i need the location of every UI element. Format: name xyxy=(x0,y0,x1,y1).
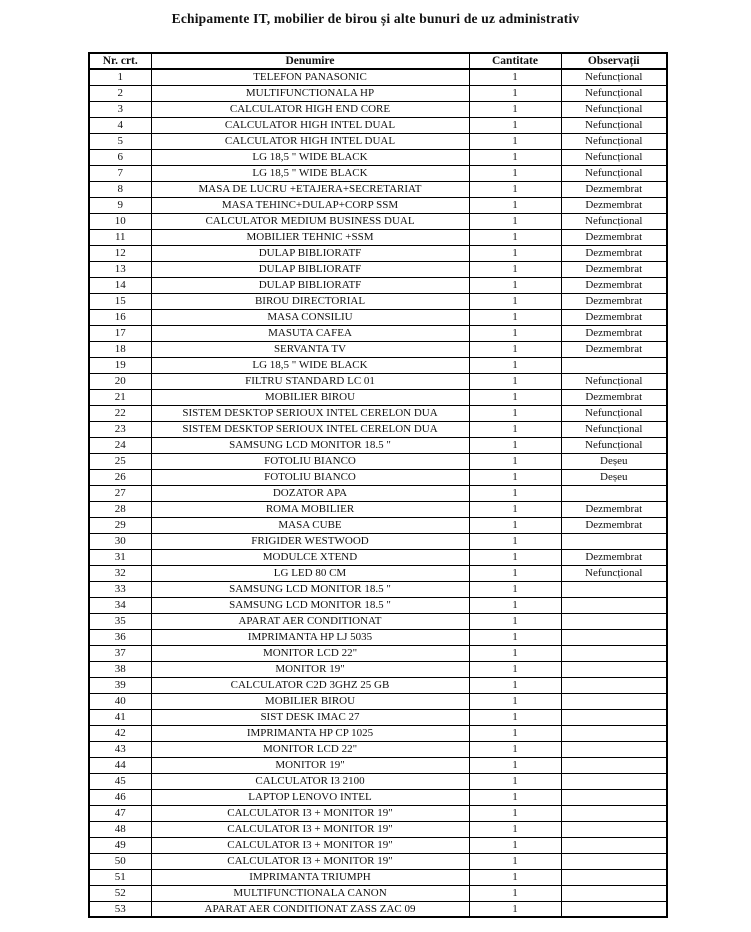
cell-observatii: Deșeu xyxy=(561,469,667,485)
cell-nr-crt: 36 xyxy=(89,629,151,645)
cell-cantitate: 1 xyxy=(469,757,561,773)
cell-denumire: IMPRIMANTA TRIUMPH xyxy=(151,869,469,885)
inventory-table xyxy=(88,52,668,918)
cell-denumire: ROMA MOBILIER xyxy=(151,501,469,517)
cell-nr-crt: 24 xyxy=(89,437,151,453)
cell-observatii xyxy=(561,789,667,805)
table-row xyxy=(89,261,667,277)
cell-nr-crt: 26 xyxy=(89,469,151,485)
cell-nr-crt: 13 xyxy=(89,261,151,277)
table-row xyxy=(89,549,667,565)
cell-denumire: IMPRIMANTA HP LJ 5035 xyxy=(151,629,469,645)
cell-nr-crt: 23 xyxy=(89,421,151,437)
cell-denumire: MONITOR LCD 22" xyxy=(151,645,469,661)
cell-cantitate: 1 xyxy=(469,709,561,725)
cell-observatii: Dezmembrat xyxy=(561,341,667,357)
cell-observatii xyxy=(561,677,667,693)
cell-nr-crt: 20 xyxy=(89,373,151,389)
cell-cantitate: 1 xyxy=(469,629,561,645)
cell-cantitate: 1 xyxy=(469,421,561,437)
cell-observatii xyxy=(561,885,667,901)
cell-nr-crt: 1 xyxy=(89,69,151,85)
cell-nr-crt: 31 xyxy=(89,549,151,565)
cell-nr-crt: 32 xyxy=(89,565,151,581)
cell-nr-crt: 46 xyxy=(89,789,151,805)
cell-observatii: Dezmembrat xyxy=(561,181,667,197)
table-row xyxy=(89,277,667,293)
cell-cantitate: 1 xyxy=(469,485,561,501)
cell-observatii: Dezmembrat xyxy=(561,293,667,309)
table-row xyxy=(89,629,667,645)
col-header-cantitate: Cantitate xyxy=(469,53,561,69)
cell-observatii: Dezmembrat xyxy=(561,549,667,565)
cell-cantitate: 1 xyxy=(469,293,561,309)
cell-denumire: DOZATOR APA xyxy=(151,485,469,501)
cell-denumire: MASA DE LUCRU +ETAJERA+SECRETARIAT xyxy=(151,181,469,197)
cell-cantitate: 1 xyxy=(469,565,561,581)
cell-denumire: IMPRIMANTA HP CP 1025 xyxy=(151,725,469,741)
cell-cantitate: 1 xyxy=(469,517,561,533)
cell-denumire: SISTEM DESKTOP SERIOUX INTEL CERELON DUA xyxy=(151,405,469,421)
cell-denumire: SAMSUNG LCD MONITOR 18.5 " xyxy=(151,437,469,453)
cell-observatii xyxy=(561,837,667,853)
cell-nr-crt: 9 xyxy=(89,197,151,213)
cell-observatii: Nefuncțional xyxy=(561,405,667,421)
cell-denumire: SAMSUNG LCD MONITOR 18.5 " xyxy=(151,581,469,597)
cell-cantitate: 1 xyxy=(469,165,561,181)
table-row xyxy=(89,229,667,245)
cell-observatii xyxy=(561,357,667,373)
cell-denumire: LG 18,5 " WIDE BLACK xyxy=(151,357,469,373)
cell-observatii: Dezmembrat xyxy=(561,229,667,245)
col-header-denumire: Denumire xyxy=(151,53,469,69)
cell-nr-crt: 6 xyxy=(89,149,151,165)
cell-denumire: BIROU DIRECTORIAL xyxy=(151,293,469,309)
cell-denumire: CALCULATOR C2D 3GHZ 25 GB xyxy=(151,677,469,693)
table-row xyxy=(89,309,667,325)
cell-observatii xyxy=(561,693,667,709)
cell-cantitate: 1 xyxy=(469,261,561,277)
col-header-observatii: Observații xyxy=(561,53,667,69)
cell-nr-crt: 43 xyxy=(89,741,151,757)
cell-nr-crt: 10 xyxy=(89,213,151,229)
cell-observatii xyxy=(561,613,667,629)
cell-nr-crt: 37 xyxy=(89,645,151,661)
cell-cantitate: 1 xyxy=(469,181,561,197)
cell-nr-crt: 53 xyxy=(89,901,151,917)
cell-observatii xyxy=(561,901,667,917)
cell-denumire: CALCULATOR HIGH INTEL DUAL xyxy=(151,117,469,133)
table-row xyxy=(89,885,667,901)
cell-nr-crt: 7 xyxy=(89,165,151,181)
cell-nr-crt: 35 xyxy=(89,613,151,629)
cell-cantitate: 1 xyxy=(469,789,561,805)
cell-cantitate: 1 xyxy=(469,277,561,293)
cell-denumire: SERVANTA TV xyxy=(151,341,469,357)
cell-observatii: Dezmembrat xyxy=(561,501,667,517)
cell-cantitate: 1 xyxy=(469,885,561,901)
cell-cantitate: 1 xyxy=(469,229,561,245)
table-row xyxy=(89,821,667,837)
cell-denumire: MONITOR LCD 22" xyxy=(151,741,469,757)
cell-denumire: CALCULATOR I3 2100 xyxy=(151,773,469,789)
table-row xyxy=(89,165,667,181)
cell-observatii xyxy=(561,821,667,837)
cell-denumire: CALCULATOR I3 + MONITOR 19" xyxy=(151,853,469,869)
cell-nr-crt: 22 xyxy=(89,405,151,421)
table-row xyxy=(89,357,667,373)
cell-observatii xyxy=(561,869,667,885)
cell-nr-crt: 29 xyxy=(89,517,151,533)
table-row xyxy=(89,149,667,165)
cell-denumire: MASA CONSILIU xyxy=(151,309,469,325)
table-row xyxy=(89,757,667,773)
cell-denumire: MASUTA CAFEA xyxy=(151,325,469,341)
cell-nr-crt: 4 xyxy=(89,117,151,133)
cell-cantitate: 1 xyxy=(469,725,561,741)
cell-observatii xyxy=(561,741,667,757)
table-row xyxy=(89,805,667,821)
cell-cantitate: 1 xyxy=(469,245,561,261)
cell-cantitate: 1 xyxy=(469,597,561,613)
table-row xyxy=(89,389,667,405)
cell-nr-crt: 40 xyxy=(89,693,151,709)
cell-observatii xyxy=(561,597,667,613)
cell-observatii xyxy=(561,853,667,869)
cell-cantitate: 1 xyxy=(469,69,561,85)
cell-denumire: LG LED 80 CM xyxy=(151,565,469,581)
cell-cantitate: 1 xyxy=(469,693,561,709)
cell-denumire: FOTOLIU BIANCO xyxy=(151,453,469,469)
col-header-nr-crt: Nr. crt. xyxy=(89,53,151,69)
table-row xyxy=(89,69,667,85)
cell-nr-crt: 28 xyxy=(89,501,151,517)
cell-observatii: Nefuncțional xyxy=(561,117,667,133)
cell-denumire: FRIGIDER WESTWOOD xyxy=(151,533,469,549)
cell-nr-crt: 3 xyxy=(89,101,151,117)
table-row xyxy=(89,133,667,149)
table-row xyxy=(89,181,667,197)
cell-cantitate: 1 xyxy=(469,389,561,405)
cell-observatii: Nefuncțional xyxy=(561,85,667,101)
cell-cantitate: 1 xyxy=(469,133,561,149)
cell-nr-crt: 49 xyxy=(89,837,151,853)
table-row xyxy=(89,117,667,133)
cell-cantitate: 1 xyxy=(469,85,561,101)
cell-cantitate: 1 xyxy=(469,533,561,549)
cell-cantitate: 1 xyxy=(469,197,561,213)
cell-nr-crt: 12 xyxy=(89,245,151,261)
cell-observatii: Nefuncțional xyxy=(561,149,667,165)
cell-cantitate: 1 xyxy=(469,645,561,661)
cell-cantitate: 1 xyxy=(469,453,561,469)
cell-nr-crt: 17 xyxy=(89,325,151,341)
cell-observatii: Dezmembrat xyxy=(561,389,667,405)
cell-nr-crt: 8 xyxy=(89,181,151,197)
table-row xyxy=(89,325,667,341)
cell-denumire: LAPTOP LENOVO INTEL xyxy=(151,789,469,805)
cell-denumire: MOBILIER TEHNIC +SSM xyxy=(151,229,469,245)
cell-observatii xyxy=(561,773,667,789)
cell-observatii: Nefuncțional xyxy=(561,133,667,149)
cell-nr-crt: 41 xyxy=(89,709,151,725)
table-body xyxy=(89,69,667,917)
cell-cantitate: 1 xyxy=(469,101,561,117)
table-row xyxy=(89,501,667,517)
cell-denumire: MASA CUBE xyxy=(151,517,469,533)
table-row xyxy=(89,709,667,725)
cell-denumire: MULTIFUNCTIONALA CANON xyxy=(151,885,469,901)
cell-nr-crt: 15 xyxy=(89,293,151,309)
table-row xyxy=(89,437,667,453)
cell-cantitate: 1 xyxy=(469,821,561,837)
cell-denumire: MODULCE XTEND xyxy=(151,549,469,565)
cell-observatii xyxy=(561,709,667,725)
cell-cantitate: 1 xyxy=(469,469,561,485)
cell-denumire: DULAP BIBLIORATF xyxy=(151,261,469,277)
cell-observatii: Nefuncțional xyxy=(561,565,667,581)
cell-denumire: CALCULATOR MEDIUM BUSINESS DUAL xyxy=(151,213,469,229)
cell-nr-crt: 39 xyxy=(89,677,151,693)
cell-cantitate: 1 xyxy=(469,325,561,341)
table-row xyxy=(89,693,667,709)
cell-cantitate: 1 xyxy=(469,773,561,789)
cell-cantitate: 1 xyxy=(469,837,561,853)
cell-denumire: DULAP BIBLIORATF xyxy=(151,245,469,261)
cell-observatii: Dezmembrat xyxy=(561,197,667,213)
cell-denumire: SISTEM DESKTOP SERIOUX INTEL CERELON DUA xyxy=(151,421,469,437)
cell-cantitate: 1 xyxy=(469,901,561,917)
cell-observatii: Dezmembrat xyxy=(561,309,667,325)
table-row xyxy=(89,901,667,917)
cell-nr-crt: 25 xyxy=(89,453,151,469)
table-row xyxy=(89,725,667,741)
cell-cantitate: 1 xyxy=(469,501,561,517)
cell-cantitate: 1 xyxy=(469,213,561,229)
table-row xyxy=(89,405,667,421)
cell-cantitate: 1 xyxy=(469,549,561,565)
cell-observatii: Nefuncțional xyxy=(561,101,667,117)
cell-observatii: Dezmembrat xyxy=(561,261,667,277)
table-row xyxy=(89,661,667,677)
cell-denumire: MASA TEHINC+DULAP+CORP SSM xyxy=(151,197,469,213)
cell-nr-crt: 45 xyxy=(89,773,151,789)
cell-nr-crt: 47 xyxy=(89,805,151,821)
cell-observatii: Deșeu xyxy=(561,453,667,469)
table-row xyxy=(89,533,667,549)
table-row xyxy=(89,485,667,501)
table-row xyxy=(89,613,667,629)
cell-nr-crt: 50 xyxy=(89,853,151,869)
cell-observatii xyxy=(561,629,667,645)
cell-cantitate: 1 xyxy=(469,373,561,389)
table-row xyxy=(89,453,667,469)
cell-nr-crt: 16 xyxy=(89,309,151,325)
cell-cantitate: 1 xyxy=(469,581,561,597)
cell-nr-crt: 48 xyxy=(89,821,151,837)
cell-nr-crt: 2 xyxy=(89,85,151,101)
table-row xyxy=(89,421,667,437)
cell-cantitate: 1 xyxy=(469,437,561,453)
cell-observatii: Dezmembrat xyxy=(561,325,667,341)
cell-observatii xyxy=(561,581,667,597)
cell-observatii xyxy=(561,661,667,677)
cell-nr-crt: 51 xyxy=(89,869,151,885)
cell-nr-crt: 21 xyxy=(89,389,151,405)
cell-nr-crt: 42 xyxy=(89,725,151,741)
cell-nr-crt: 34 xyxy=(89,597,151,613)
table-header-row xyxy=(89,53,667,69)
cell-cantitate: 1 xyxy=(469,661,561,677)
table-row xyxy=(89,85,667,101)
cell-observatii xyxy=(561,725,667,741)
cell-observatii: Dezmembrat xyxy=(561,245,667,261)
table-row xyxy=(89,853,667,869)
table-row xyxy=(89,245,667,261)
table-row xyxy=(89,869,667,885)
cell-nr-crt: 14 xyxy=(89,277,151,293)
table-row xyxy=(89,645,667,661)
cell-denumire: APARAT AER CONDITIONAT xyxy=(151,613,469,629)
page-title: Echipamente IT, mobilier de birou și alte bunuri de uz administrativ xyxy=(171,11,580,26)
cell-nr-crt: 19 xyxy=(89,357,151,373)
cell-denumire: CALCULATOR HIGH END CORE xyxy=(151,101,469,117)
cell-observatii: Nefuncțional xyxy=(561,69,667,85)
cell-observatii: Nefuncțional xyxy=(561,421,667,437)
table-row xyxy=(89,565,667,581)
cell-denumire: DULAP BIBLIORATF xyxy=(151,277,469,293)
cell-cantitate: 1 xyxy=(469,613,561,629)
cell-denumire: CALCULATOR HIGH INTEL DUAL xyxy=(151,133,469,149)
cell-denumire: CALCULATOR I3 + MONITOR 19" xyxy=(151,805,469,821)
cell-denumire: MOBILIER BIROU xyxy=(151,693,469,709)
cell-denumire: LG 18,5 " WIDE BLACK xyxy=(151,165,469,181)
table-row xyxy=(89,677,667,693)
cell-denumire: SIST DESK IMAC 27 xyxy=(151,709,469,725)
cell-nr-crt: 44 xyxy=(89,757,151,773)
table-row xyxy=(89,581,667,597)
cell-cantitate: 1 xyxy=(469,117,561,133)
table-row xyxy=(89,469,667,485)
cell-denumire: CALCULATOR I3 + MONITOR 19" xyxy=(151,837,469,853)
cell-observatii: Dezmembrat xyxy=(561,277,667,293)
table-header xyxy=(89,53,667,69)
cell-cantitate: 1 xyxy=(469,405,561,421)
table-row xyxy=(89,517,667,533)
cell-cantitate: 1 xyxy=(469,853,561,869)
cell-cantitate: 1 xyxy=(469,309,561,325)
table-row xyxy=(89,741,667,757)
cell-nr-crt: 18 xyxy=(89,341,151,357)
cell-observatii: Nefuncțional xyxy=(561,213,667,229)
table-row xyxy=(89,293,667,309)
table-row xyxy=(89,341,667,357)
cell-denumire: MONITOR 19" xyxy=(151,661,469,677)
cell-denumire: MONITOR 19" xyxy=(151,757,469,773)
cell-observatii xyxy=(561,805,667,821)
table-row xyxy=(89,837,667,853)
table-row xyxy=(89,373,667,389)
cell-observatii: Nefuncțional xyxy=(561,165,667,181)
cell-observatii xyxy=(561,757,667,773)
cell-observatii xyxy=(561,533,667,549)
cell-observatii: Dezmembrat xyxy=(561,517,667,533)
cell-denumire: MULTIFUNCTIONALA HP xyxy=(151,85,469,101)
cell-cantitate: 1 xyxy=(469,805,561,821)
cell-denumire: FOTOLIU BIANCO xyxy=(151,469,469,485)
cell-nr-crt: 33 xyxy=(89,581,151,597)
cell-cantitate: 1 xyxy=(469,677,561,693)
cell-denumire: TELEFON PANASONIC xyxy=(151,69,469,85)
cell-cantitate: 1 xyxy=(469,341,561,357)
cell-denumire: FILTRU STANDARD LC 01 xyxy=(151,373,469,389)
cell-observatii xyxy=(561,485,667,501)
cell-nr-crt: 11 xyxy=(89,229,151,245)
cell-observatii xyxy=(561,645,667,661)
table-row xyxy=(89,101,667,117)
cell-denumire: CALCULATOR I3 + MONITOR 19" xyxy=(151,821,469,837)
table-row xyxy=(89,789,667,805)
cell-cantitate: 1 xyxy=(469,741,561,757)
table-row xyxy=(89,197,667,213)
cell-nr-crt: 5 xyxy=(89,133,151,149)
cell-observatii: Nefuncțional xyxy=(561,373,667,389)
cell-cantitate: 1 xyxy=(469,869,561,885)
cell-denumire: LG 18,5 " WIDE BLACK xyxy=(151,149,469,165)
table-row xyxy=(89,773,667,789)
table-row xyxy=(89,213,667,229)
cell-cantitate: 1 xyxy=(469,149,561,165)
cell-nr-crt: 38 xyxy=(89,661,151,677)
cell-observatii: Nefuncțional xyxy=(561,437,667,453)
cell-denumire: MOBILIER BIROU xyxy=(151,389,469,405)
table-row xyxy=(89,597,667,613)
cell-nr-crt: 52 xyxy=(89,885,151,901)
cell-cantitate: 1 xyxy=(469,357,561,373)
cell-denumire: APARAT AER CONDITIONAT ZASS ZAC 09 xyxy=(151,901,469,917)
cell-nr-crt: 30 xyxy=(89,533,151,549)
cell-denumire: SAMSUNG LCD MONITOR 18.5 " xyxy=(151,597,469,613)
cell-nr-crt: 27 xyxy=(89,485,151,501)
